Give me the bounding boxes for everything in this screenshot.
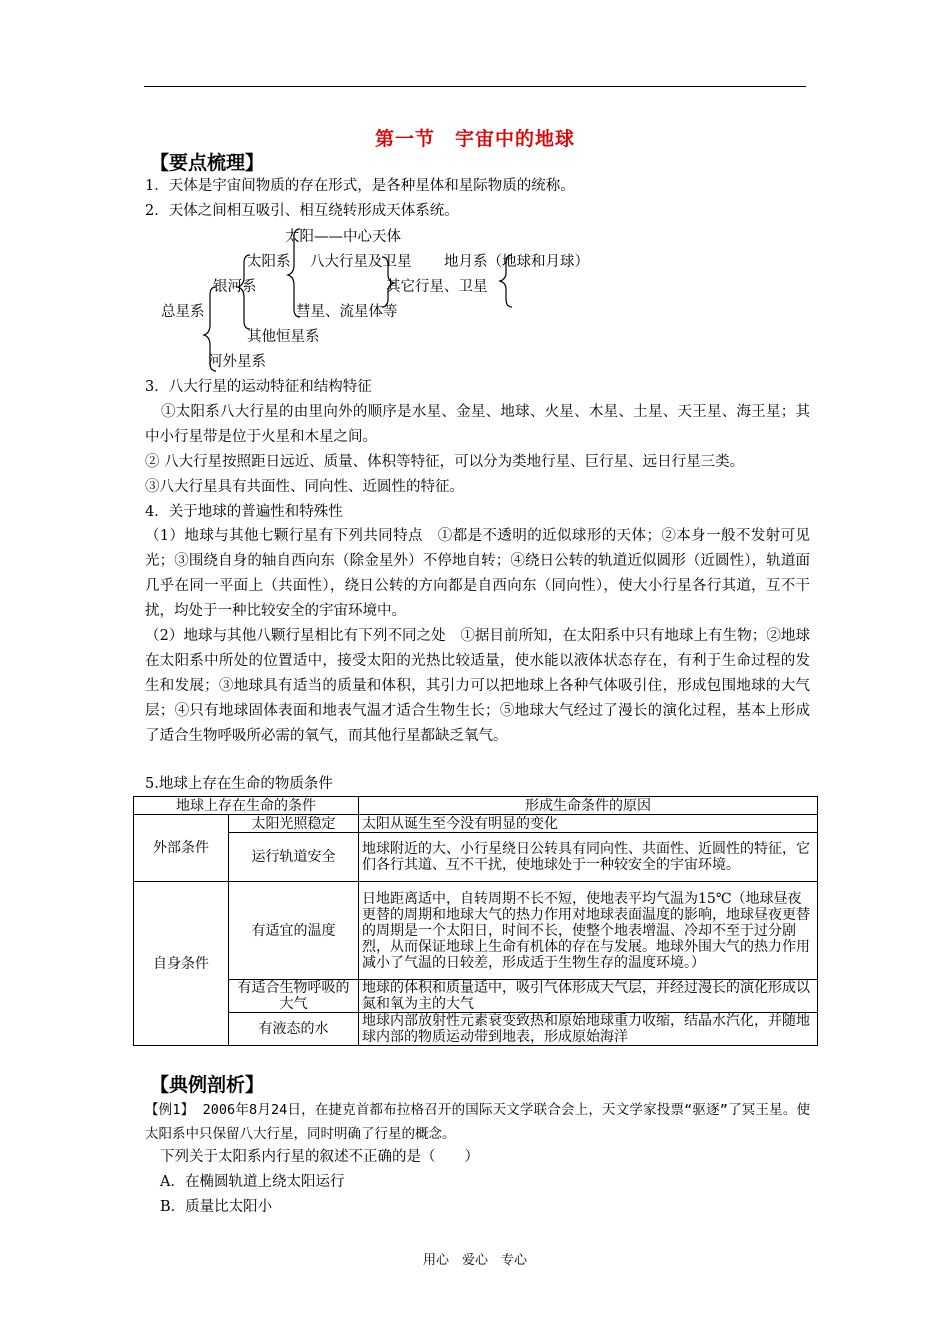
brace-milky-way	[238, 255, 250, 329]
brace-total	[204, 287, 216, 371]
table-cell-condition: 有适宜的温度	[229, 882, 359, 980]
tree-earth-moon: 地月系（地球和月球）	[444, 254, 589, 270]
tree-sun-center: 太阳——中心天体	[285, 229, 401, 245]
example-1-text: 【例1】 2006年8月24日，在捷克首都布拉格召开的国际天文学联合会上，天文学家投票“驱逐”了冥王星。使太阳系中只保留八大行星，同时明确了行星的概念。	[145, 1102, 810, 1142]
table-cell-condition: 太阳光照稳定	[229, 815, 359, 833]
page-footer: 用心 爱心 专心	[422, 1253, 527, 1268]
brace-solar-system	[288, 229, 300, 317]
table-cell-reason: 日地距离适中，自转周期不长不短，使地表平均气温为15℃（地球昼夜更替的周期和地球大气的热力作用对地球表面温度的影响，地球昼夜更替的周期是一个太阳日，时间不长，使整个地表增温、冷却不至于过分剧烈，从而保证地球上生命有机体的存在与发展。地球外围大气的热力作用减小了气温的日较差，形成适于生物生存的温度环境。）	[359, 882, 818, 980]
paragraph-5: 5.地球上存在生命的物质条件	[145, 776, 333, 792]
paragraph-3-1: ①太阳系八大行星的由里向外的顺序是水星、金星、地球、火星、木星、土星、天王星、海王星；其中小行星带是位于火星和木星之间。	[145, 404, 810, 445]
tree-total-galaxy: 总星系	[161, 304, 205, 320]
table-group-internal: 自身条件	[134, 882, 229, 1046]
tree-solar-system: 太阳系	[247, 254, 291, 270]
table-row	[134, 815, 818, 833]
table-group-external: 外部条件	[134, 815, 229, 882]
question-text: 下列关于太阳系内行星的叙述不正确的是（ ）	[160, 1149, 479, 1165]
tree-comets: 彗星、流星体等	[296, 304, 398, 320]
option-a: A．在椭圆轨道上绕太阳运行	[160, 1174, 345, 1190]
table-row	[134, 980, 818, 1013]
table-cell-reason: 太阳从诞生至今没有明显的变化	[359, 815, 818, 833]
brace-earth-moon	[500, 255, 512, 307]
table-cell-reason: 地球附近的大、小行星绕日公转具有同向性、共面性、近圆性的特征，它们各行其道、互不干扰，使地球处于一种较安全的宇宙环境。	[359, 833, 818, 882]
table-row	[134, 1013, 818, 1046]
table-cell-condition: 有液态的水	[229, 1013, 359, 1046]
table-cell-condition: 有适合生物呼吸的大气	[229, 980, 359, 1013]
paragraph-4-1: （1）地球与其他七颗行星有下列共同特点 ①都是不透明的近似球形的天体；②本身一般不发射可见光；③围绕自身的轴自西向东（除金星外）不停地自转；④绕日公转的轨道近似圆形（近圆性），轨道面几乎在同一平面上（共面性），绕日公转的方向都是自西向东（同向性），使大小行星各行其道，互不干扰，均处于一种比较安全的宇宙环境中。	[145, 528, 810, 619]
table-cell-reason: 地球的体积和质量适中，吸引气体形成大气层，并经过漫长的演化形成以氮和氧为主的大气	[359, 980, 818, 1013]
table-header-cell: 地球上存在生命的条件	[134, 797, 359, 815]
section-heading-examples: 【典例剖析】	[150, 1074, 265, 1096]
section-heading-key-points: 【要点梳理】	[150, 152, 265, 174]
table-header-cell: 形成生命条件的原因	[359, 797, 818, 815]
paragraph-4: 4．关于地球的普遍性和特殊性	[145, 504, 343, 520]
tree-extragalactic: 河外星系	[208, 354, 266, 370]
page-title: 第一节 宇宙中的地球	[374, 128, 575, 150]
tree-braces	[150, 225, 530, 375]
tree-planets: 八大行星及卫星	[310, 254, 412, 270]
table-row	[134, 882, 818, 980]
table-row	[134, 833, 818, 882]
paragraph-4-2: （2）地球与其他八颗行星相比有下列不同之处 ①据目前所知，在太阳系中只有地球上有生物；②地球在太阳系中所处的位置适中，接受太阳的光热比较适量，使水能以液体状态存在，有利于生命过程的发生和发展；③地球具有适当的质量和体积，其引力可以把地球上各种气体吸引住，形成包围地球的大气层；④只有地球固体表面和地表气温才适合生物生长；⑤地球大气经过了漫长的演化过程，基本上形成了适合生物呼吸所必需的氧气，而其他行星都缺乏氧气。	[145, 628, 810, 744]
table-header-row	[134, 797, 818, 815]
paragraph-3-2: ② 八大行星按照距日远近、质量、体积等特征，可以分为类地行星、巨行星、远日行星三类。	[145, 454, 745, 470]
life-conditions-table	[133, 796, 818, 1046]
table-cell-condition: 运行轨道安全	[229, 833, 359, 882]
paragraph-3: 3．八大行星的运动特征和结构特征	[145, 379, 372, 395]
paragraph-2: 2．天体之间相互吸引、相互绕转形成天体系统。	[145, 203, 459, 219]
tree-other-stars: 其他恒星系	[247, 329, 320, 345]
tree-milky-way: 银河系	[213, 279, 257, 295]
paragraph-1: 1．天体是宇宙间物质的存在形式，是各种星体和星际物质的统称。	[145, 178, 575, 194]
tree-other-planets: 其它行星、卫星	[386, 279, 488, 295]
option-b: B．质量比太阳小	[160, 1199, 273, 1215]
brace-planets	[382, 257, 394, 307]
header-rule	[144, 86, 806, 87]
paragraph-3-3: ③八大行星具有共面性、同向性、近圆性的特征。	[145, 479, 464, 495]
table-cell-reason: 地球内部放射性元素衰变致热和原始地球重力收缩，结晶水汽化，并随地球内部的物质运动带到地表，形成原始海洋	[359, 1013, 818, 1046]
